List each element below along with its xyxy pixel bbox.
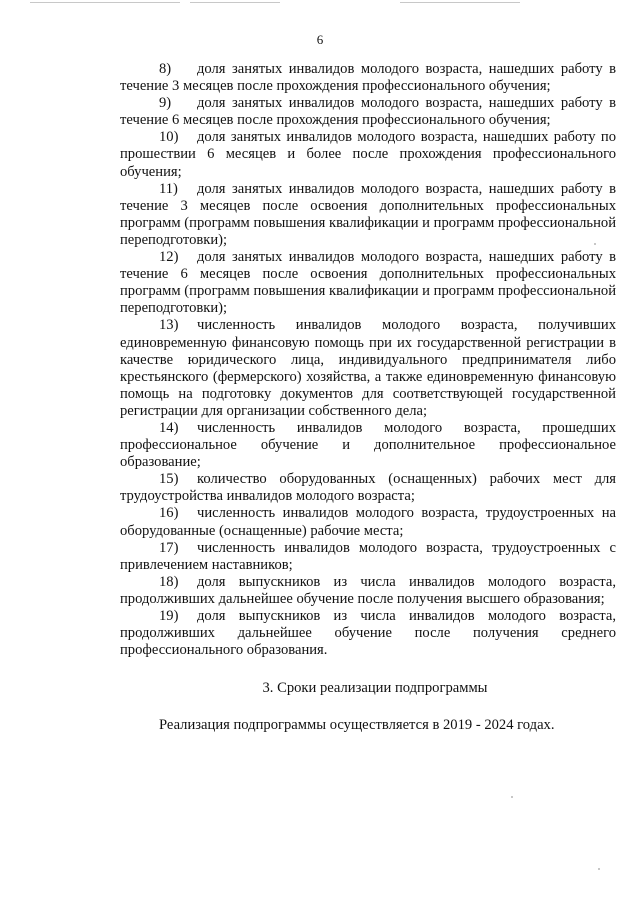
- list-item: [120, 471, 616, 505]
- list-item: [120, 129, 616, 180]
- indicator-list: [120, 61, 616, 659]
- item-number: 19): [159, 608, 179, 624]
- section-text: Реализация подпрограммы осуществляется в 2019 - 2024 годах.: [159, 717, 555, 734]
- item-number: 18): [159, 573, 179, 590]
- list-item: [120, 249, 616, 317]
- item-text: доля выпускников из числа инвалидов молодого возраста, продолживших дальнейшее обучение после получения среднего профессионального образования.: [120, 608, 616, 659]
- list-item: [120, 540, 616, 574]
- item-number: 16): [159, 505, 179, 522]
- item-text: доля выпускников из числа инвалидов молодого возраста, продолживших дальнейшее обучение после получения высшего образования;: [120, 573, 616, 607]
- list-item: [120, 608, 616, 659]
- scan-speck: [594, 243, 596, 245]
- list-item: [120, 181, 616, 249]
- item-number: 11): [159, 180, 178, 197]
- list-item: [120, 505, 616, 539]
- scan-artifact-line-middle: [190, 2, 280, 3]
- item-text: доля занятых инвалидов молодого возраста, нашедших работу в течение 6 месяцев после прохождения профессионального обучения;: [120, 95, 616, 129]
- scan-speck: [598, 868, 600, 870]
- list-item: [120, 574, 616, 608]
- page-number: 6: [316, 32, 324, 47]
- scan-speck: [511, 796, 513, 798]
- item-number: 14): [159, 419, 179, 436]
- item-number: 15): [159, 471, 179, 488]
- item-text: доля занятых инвалидов молодого возраста, нашедших работу по прошествии 6 месяцев и более после прохождения профессионального обучения;: [120, 129, 616, 180]
- document-body: [120, 61, 616, 734]
- item-number: 17): [159, 539, 179, 556]
- item-text: доля занятых инвалидов молодого возраста, нашедших работу в течение 6 месяцев после освоения дополнительных профессиональных программ (программ повышения квалификации и программ профессиональной переподготовки);: [120, 249, 616, 317]
- scan-artifact-line-left: [30, 2, 180, 3]
- section-title: 3. Сроки реализации подпрограммы: [262, 680, 488, 697]
- list-item: [120, 420, 616, 471]
- item-text: численность инвалидов молодого возраста, получивших единовременную финансовую помощь при их государственной регистрации в качестве юридического лица, индивидуального предпринимателя либо крестьянского (фермерского) хозяйства, а также единовременную финансовую помощь на подготовку документов для соответствующей государственной регистрации для организации собственного дела;: [120, 317, 616, 419]
- item-text: количество оборудованных (оснащенных) рабочих мест для трудоустройства инвалидов молодого возраста;: [120, 471, 616, 505]
- item-number: 9): [159, 95, 172, 112]
- item-text: доля занятых инвалидов молодого возраста, нашедших работу в течение 3 месяцев после прохождения профессионального обучения;: [120, 61, 616, 95]
- item-text: численность инвалидов молодого возраста, трудоустроенных с привлечением наставников;: [120, 539, 616, 573]
- item-text: доля занятых инвалидов молодого возраста, нашедших работу в течение 3 месяцев после освоения дополнительных профессиональных программ (программ повышения квалификации и программ профессиональной переподготовки);: [120, 180, 616, 248]
- list-item: [120, 95, 616, 129]
- item-number: 8): [159, 61, 172, 77]
- list-item: [120, 317, 616, 420]
- item-number: 13): [159, 317, 179, 334]
- item-number: 10): [159, 129, 179, 146]
- item-text: численность инвалидов молодого возраста, трудоустроенных на оборудованные (оснащенные) рабочие места;: [120, 505, 616, 539]
- item-number: 12): [159, 249, 179, 266]
- item-text: численность инвалидов молодого возраста, прошедших профессиональное обучение и дополнительное профессиональное образование;: [120, 419, 616, 471]
- list-item: [120, 61, 616, 95]
- scan-artifact-line-right: [400, 2, 520, 3]
